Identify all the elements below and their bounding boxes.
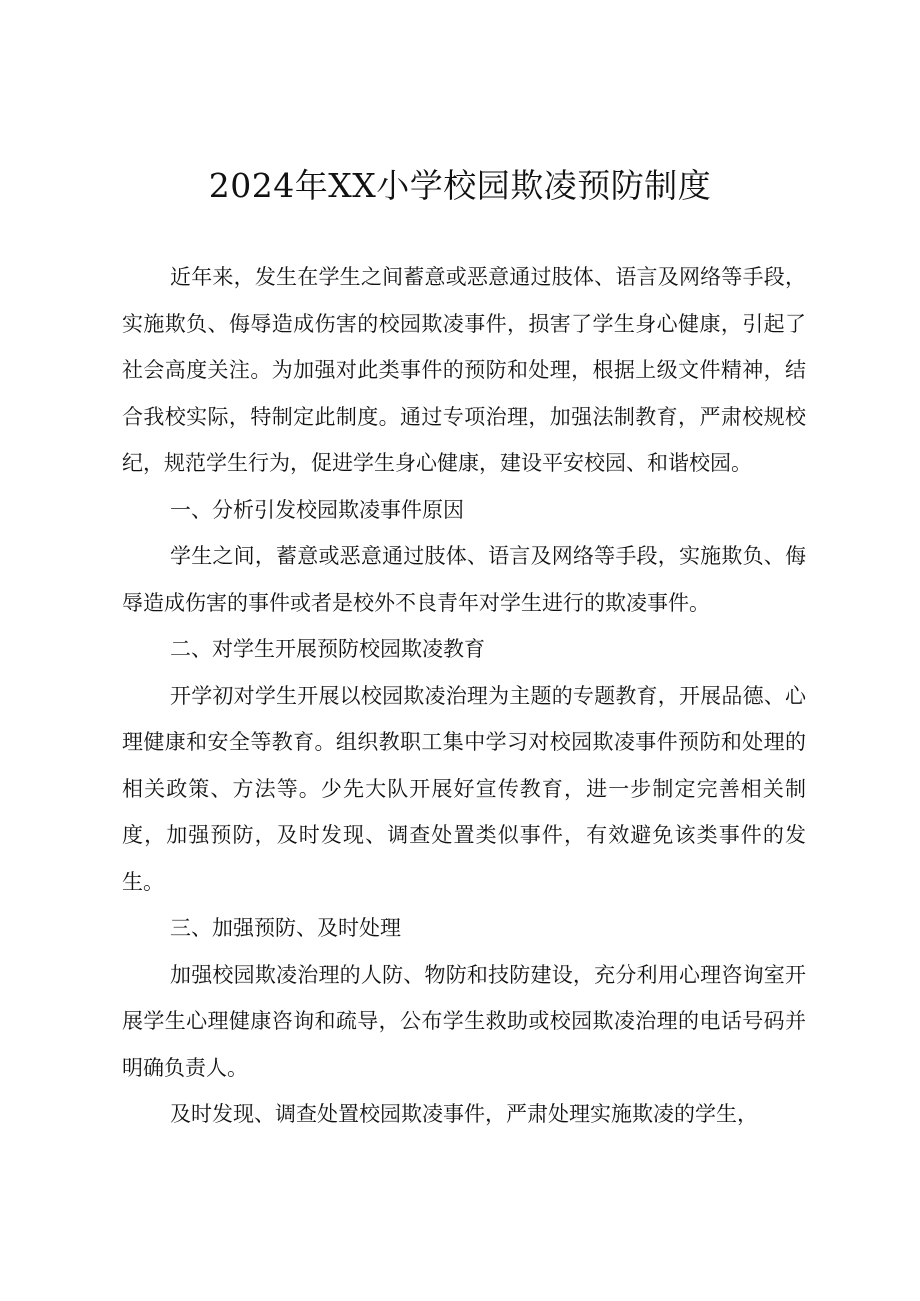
section-heading-2: 二、对学生开展预防校园欺凌教育 [170,637,485,661]
section-heading-3: 三、加强预防、及时处理 [170,916,401,940]
section-2-paragraph: 开学初对学生开展以校园欺凌治理为主题的专题教育，开展品德、心理健康和安全等教育。组织教职工集中学习对校园欺凌事件预防和处理的相关政策、方法等。少先大队开展好宣传教育，进一步制定完善相关制度，加强预防，及时发现、调查处置类似事件，有效避免该类事件的发生。 [122,683,806,894]
document-body [122,254,806,1138]
section-3-paragraph-2: 及时发现、调查处置校园欺凌事件，严肃处理实施欺凌的学生， [170,1102,758,1126]
section-1-paragraph: 学生之间，蓄意或恶意通过肢体、语言及网络等手段，实施欺负、侮辱造成伤害的事件或者是校外不良青年对学生进行的欺凌事件。 [122,544,806,615]
section-heading-1: 一、分析引发校园欺凌事件原因 [170,497,464,522]
document-title: 2024年XX小学校园欺凌预防制度 [208,166,712,205]
intro-paragraph: 近年来，发生在学生之间蓄意或恶意通过肢体、语言及网络等手段，实施欺负、侮辱造成伤害的校园欺凌事件，损害了学生身心健康，引起了社会高度关注。为加强对此类事件的预防和处理，根据上级文件精神，结合我校实际，特制定此制度。通过专项治理，加强法制教育，严肃校规校纪，规范学生行为，促进学生身心健康，建设平安校园、和谐校园。 [122,265,806,475]
section-3-paragraph-1: 加强校园欺凌治理的人防、物防和技防建设，充分利用心理咨询室开展学生心理健康咨询和疏导，公布学生救助或校园欺凌治理的电话号码并明确负责人。 [122,962,806,1080]
